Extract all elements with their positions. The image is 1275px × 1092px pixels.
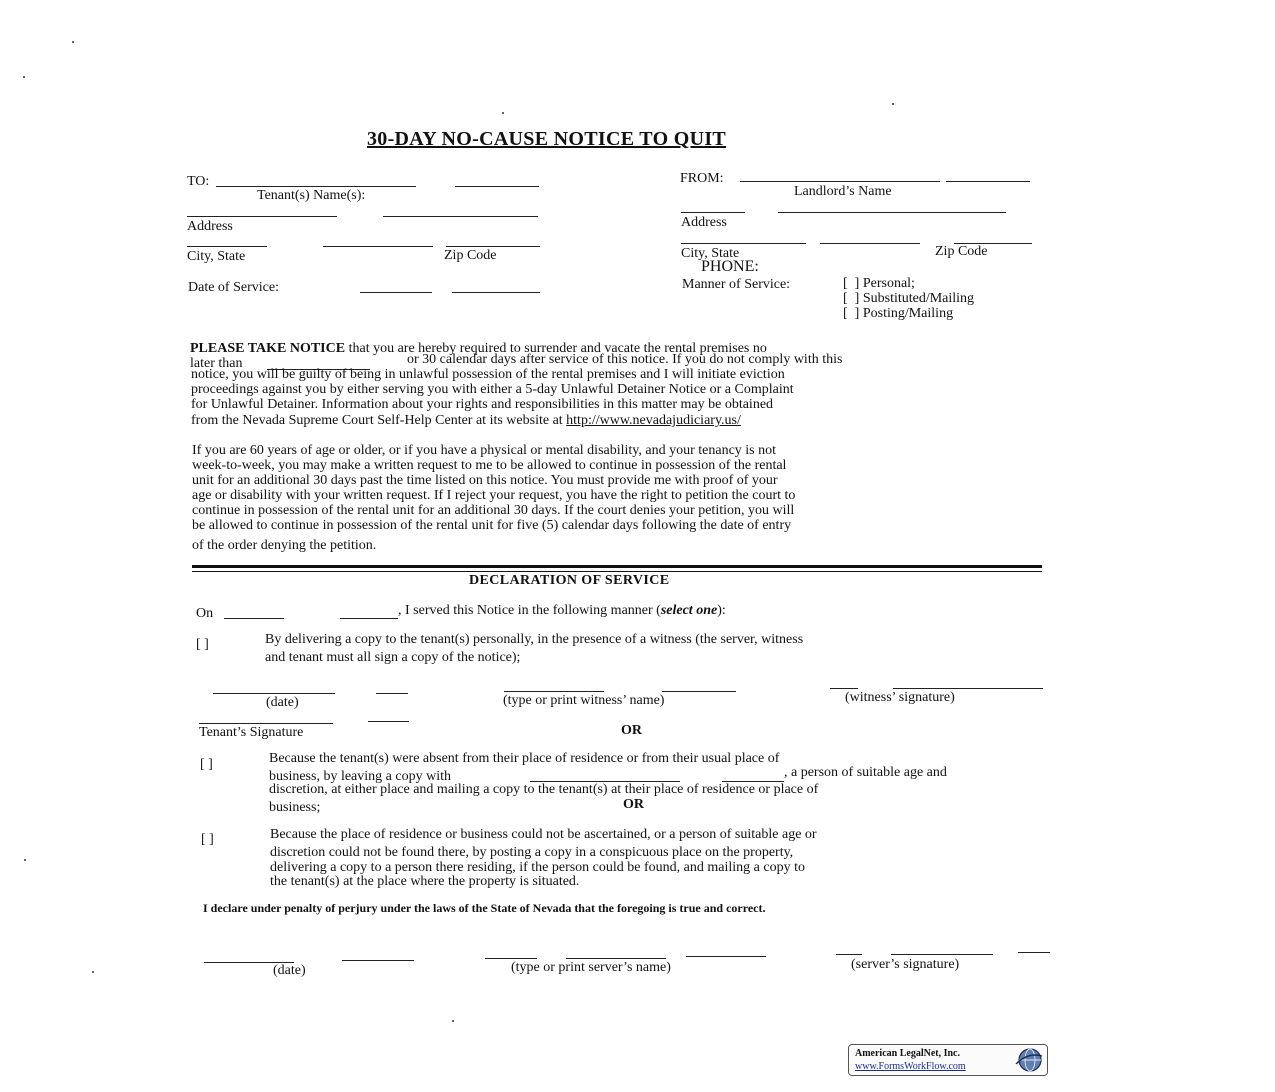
notice-p2-line: of the order denying the petition. — [192, 538, 377, 553]
server-date-label: (date) — [273, 963, 306, 978]
tenant-name-line-2[interactable] — [455, 186, 539, 187]
server-name-line[interactable] — [485, 958, 537, 959]
tenant-address-label: Address — [187, 219, 233, 234]
manner-of-service-label: Manner of Service: — [682, 277, 791, 292]
option-posting-checkbox[interactable]: [ ] — [201, 832, 214, 847]
tenant-signature-line-2[interactable] — [368, 721, 409, 722]
served-date-line[interactable] — [224, 618, 284, 619]
manner-option-personal[interactable]: [ ] Personal; — [843, 276, 915, 291]
landlord-name-line[interactable] — [740, 181, 940, 182]
tenant-signature-label: Tenant’s Signature — [199, 725, 304, 740]
logo-url[interactable]: www.FormsWorkFlow.com — [855, 1061, 966, 1072]
option-substituted-checkbox[interactable]: [ ] — [200, 757, 213, 772]
landlord-city-line[interactable] — [681, 243, 806, 244]
server-name-line-3[interactable] — [686, 956, 766, 957]
manner-option-personal-label: Personal; — [862, 276, 915, 291]
option-substituted-l2b: , a person of suitable age and — [784, 765, 947, 780]
option-posting-line: the tenant(s) at the place where the property is situated. — [270, 874, 580, 889]
served-end: ): — [717, 603, 726, 618]
notice-p2-line: unit for an additional 30 days past the time listed on this notice. You must provide me with proof of your — [192, 473, 778, 488]
witness-signature-line[interactable] — [830, 688, 858, 689]
landlord-zip-label: Zip Code — [935, 244, 988, 259]
witness-date-line[interactable] — [213, 693, 335, 694]
option-personal-l1: By delivering a copy to the tenant(s) personally, in the presence of a witness (the server, witness — [265, 632, 804, 647]
tenant-signature-line[interactable] — [199, 723, 333, 724]
page-title: 30-DAY NO-CAUSE NOTICE TO QUIT — [367, 128, 727, 150]
american-legalnet-logo[interactable] — [848, 1044, 1048, 1076]
notice-p1-l1: that you are hereby required to surrender and vacate the rental premises no — [348, 341, 767, 356]
self-help-link[interactable]: http://www.nevadajudiciary.us/ — [566, 413, 741, 428]
server-date-line-2[interactable] — [342, 960, 414, 961]
declaration-heading: DECLARATION OF SERVICE — [469, 573, 670, 588]
landlord-name-line-2[interactable] — [946, 181, 1030, 182]
notice-line-6 — [191, 413, 741, 429]
server-signature-label: (server’s signature) — [851, 957, 960, 972]
tenant-state-line[interactable] — [323, 246, 433, 247]
or-divider-2: OR — [623, 797, 644, 812]
notice-p2-line: If you are 60 years of age or older, or if you have a physical or mental disability, and your tenancy is not — [192, 443, 777, 458]
server-name-label: (type or print server’s name) — [511, 960, 671, 975]
section-divider — [192, 565, 1042, 568]
landlord-name-label: Landlord’s Name — [794, 184, 892, 199]
or-divider: OR — [621, 723, 642, 738]
option-substituted-l2a: business, by leaving a copy with — [269, 769, 451, 784]
option-posting-line: discretion could not be found there, by posting a copy in a conspicuous place on the property, — [270, 845, 794, 860]
tenant-address-line-2[interactable] — [383, 216, 538, 217]
manner-option-posting[interactable]: [ ] Posting/Mailing — [843, 306, 954, 321]
notice-p2-line: age or disability with your written request. If I reject your request, you have the right to petition the court to — [192, 488, 796, 503]
notice-p1-l2b: or 30 calendar days after service of this notice. If you do not comply with this — [407, 352, 843, 367]
manner-option-substituted[interactable]: [ ] Substituted/Mailing — [843, 291, 975, 306]
notice-p1-l6a: from the Nevada Supreme Court Self-Help Center at its website at — [191, 413, 563, 428]
witness-date-line-2[interactable] — [376, 693, 408, 694]
server-signature-line[interactable] — [836, 954, 862, 955]
logo-company-name: American LegalNet, Inc. — [855, 1048, 960, 1059]
globe-icon — [1013, 1047, 1043, 1073]
manner-option-substituted-label: Substituted/Mailing — [862, 291, 975, 306]
notice-lead: PLEASE TAKE NOTICE — [190, 341, 346, 356]
witness-name-label: (type or print witness’ name) — [503, 693, 665, 708]
date-of-service-line[interactable] — [360, 292, 432, 293]
tenant-zip-line[interactable] — [446, 246, 540, 247]
tenant-address-line[interactable] — [187, 216, 337, 217]
section-divider-thin — [192, 571, 1042, 572]
notice-p1-l2a: later than — [190, 356, 243, 371]
select-one: select one — [660, 603, 718, 618]
notice-p1-l5: for Unlawful Detainer. Information about your rights and responsibilities in this matter may be obtained — [191, 397, 774, 412]
option-posting-line: Because the place of residence or business could not be ascertained, or a person of suitable age or — [270, 827, 817, 842]
landlord-address-label: Address — [681, 215, 727, 230]
tenant-city-state-label: City, State — [187, 249, 246, 264]
to-label: TO: — [187, 174, 210, 189]
option-substituted-l4: business; — [269, 800, 321, 815]
notice-p1-l3: notice, you will be guilty of being in unlawful possession of the rental premises and I will initiate eviction — [191, 367, 785, 382]
perjury-statement: I declare under penalty of perjury under the laws of the State of Nevada that the foregoing is true and correct. — [203, 901, 766, 915]
manner-option-posting-label: Posting/Mailing — [862, 306, 954, 321]
date-of-service-label: Date of Service: — [188, 280, 279, 295]
witness-signature-line-2[interactable] — [893, 688, 1043, 689]
from-label: FROM: — [680, 171, 724, 186]
phone-label: PHONE: — [701, 258, 759, 275]
tenant-name-label: Tenant(s) Name(s): — [257, 188, 366, 203]
server-name-line-2[interactable] — [566, 958, 666, 959]
witness-name-line[interactable] — [504, 691, 604, 692]
server-signature-line-3[interactable] — [1018, 952, 1050, 953]
served-manner-text — [398, 603, 726, 619]
server-signature-line-2[interactable] — [891, 954, 993, 955]
notice-p2-line: be allowed to continue in possession of the rental unit for five (5) calendar days following the date of entry — [192, 518, 792, 533]
served-text: , I served this Notice in the following manner ( — [398, 603, 661, 618]
date-of-service-line-2[interactable] — [452, 292, 540, 293]
notice-p1-l4: proceedings against you by either serving you with either a 5-day Unlawful Detainer Notice or a Complaint — [191, 382, 794, 397]
tenant-name-line[interactable] — [216, 186, 416, 187]
notice-p2-line: continue in possession of the rental unit for an additional 30 days. If the court denies your petition, you will — [192, 503, 795, 518]
landlord-city-state-label: City, State — [681, 246, 740, 261]
tenant-zip-label: Zip Code — [444, 248, 497, 263]
option-substituted-l3: discretion, at either place and mailing a copy to the tenant(s) at their place of residence or place of — [269, 782, 819, 797]
on-label: On — [196, 606, 214, 621]
served-date-line-2[interactable] — [340, 618, 398, 619]
option-personal-l2: and tenant must all sign a copy of the notice); — [265, 650, 521, 665]
landlord-state-line[interactable] — [820, 243, 920, 244]
tenant-city-line[interactable] — [187, 246, 267, 247]
notice-p2-line: week-to-week, you may make a written request to me to be allowed to continue in possession of the rental — [192, 458, 787, 473]
landlord-address-line[interactable] — [681, 212, 745, 213]
witness-name-line-2[interactable] — [662, 691, 736, 692]
landlord-address-line-2[interactable] — [778, 212, 1006, 213]
option-posting-line: delivering a copy to a person there residing, if the person could be found, and mailing a copy to — [270, 860, 805, 875]
witness-signature-label: (witness’ signature) — [845, 690, 955, 705]
option-substituted-l1: Because the tenant(s) were absent from their place of residence or from their usual place of — [269, 751, 780, 766]
option-personal-checkbox[interactable]: [ ] — [196, 637, 209, 652]
witness-date-label: (date) — [266, 695, 299, 710]
